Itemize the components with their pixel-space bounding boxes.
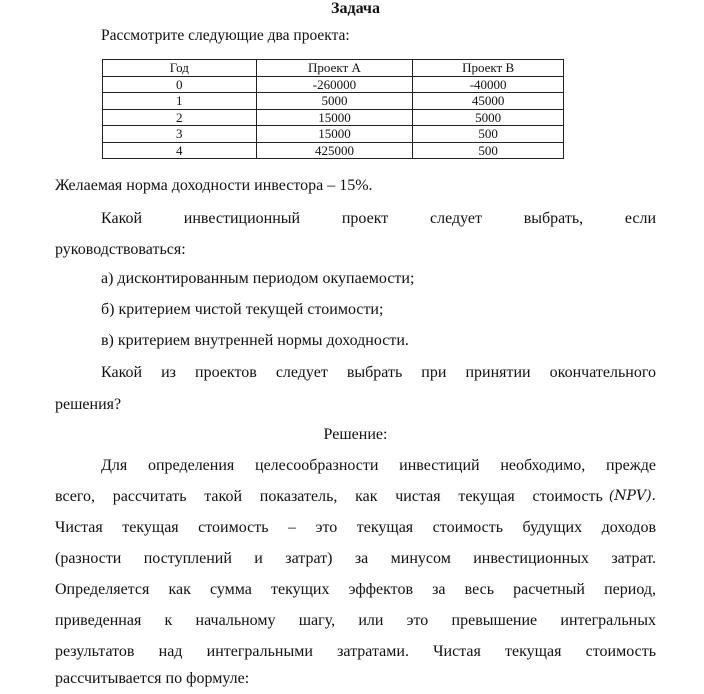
solution-line-8: рассчитывается по формуле:	[55, 670, 250, 687]
table-cell: 15000	[256, 126, 413, 143]
solution-line-1: Для определения целесообразности инвестиций необходимо, прежде	[101, 457, 656, 474]
solution-line-7: результатов над интегральными затратами. Чистая текущая стоимость	[55, 643, 656, 660]
table-header-year: Год	[103, 60, 257, 77]
table-header-row	[103, 60, 564, 77]
option-b: б) критерием чистой текущей стоимости;	[101, 301, 384, 318]
table-cell: 425000	[256, 142, 413, 159]
table-cell: 0	[103, 76, 257, 93]
table-cell: 5000	[256, 93, 413, 110]
option-a: а) дисконтированным периодом окупаемости;	[101, 270, 415, 287]
intro-text: Рассмотрите следующие два проекта:	[101, 27, 350, 44]
table-row	[103, 76, 564, 93]
projects-table	[102, 59, 564, 159]
table-row	[103, 109, 564, 126]
option-c: в) критерием внутренней нормы доходности.	[101, 332, 409, 349]
solution-line-5: Определяется как сумма текущих эффектов за весь расчетный период,	[55, 581, 656, 598]
table-header-project-b: Проект B	[413, 60, 564, 77]
question2-line-2: решения?	[55, 396, 122, 413]
table-row	[103, 126, 564, 143]
table-cell: 1	[103, 93, 257, 110]
table-cell: -260000	[256, 76, 413, 93]
solution-heading: Решение:	[323, 426, 388, 443]
table-cell: 4	[103, 142, 257, 159]
table-cell: 3	[103, 126, 257, 143]
question2-line-1: Какой из проектов следует выбрать при принятии окончательного	[101, 364, 656, 381]
page-title: Задача	[331, 0, 380, 17]
document-page	[55, 0, 656, 687]
question-line-2: руководствоваться:	[55, 241, 186, 258]
npv-formula-symbol: (NPV).	[608, 488, 656, 504]
solution-line-2-text: всего, рассчитать такой показатель, как чистая текущая стоимость	[55, 488, 603, 505]
table-row	[103, 142, 564, 159]
table-cell: -40000	[413, 76, 564, 93]
table-row	[103, 93, 564, 110]
table-cell: 500	[413, 126, 564, 143]
table-cell: 2	[103, 109, 257, 126]
table-cell: 500	[413, 142, 564, 159]
table-cell: 5000	[413, 109, 564, 126]
solution-line-2	[55, 481, 656, 512]
solution-line-6: приведенная к начальному шагу, или это превышение интегральных	[55, 612, 656, 629]
rate-text: Желаемая норма доходности инвестора – 15%.	[55, 177, 373, 194]
table-header-project-a: Проект A	[256, 60, 413, 77]
table-cell: 45000	[413, 93, 564, 110]
solution-line-3: Чистая текущая стоимость – это текущая стоимость будущих доходов	[55, 519, 656, 536]
solution-line-4: (разности поступлений и затрат) за минусом инвестиционных затрат.	[55, 550, 656, 567]
table-cell: 15000	[256, 109, 413, 126]
question-line-1: Какой инвестиционный проект следует выбрать, если	[101, 210, 656, 227]
